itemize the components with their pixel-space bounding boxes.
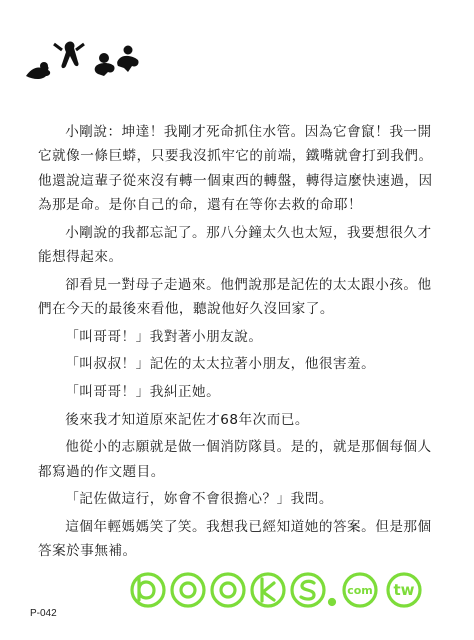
paragraph: 「叫哥哥！」我糾正她。 [65,384,221,400]
running-figures-icon [24,36,142,82]
body-text [38,120,442,567]
svg-text:com: com [347,584,373,597]
paragraph: 卻看見一對母子走過來。他們說那是記佐的太太跟小孩。他們在今天的最後來看他，聽說他好久沒回家了。 [38,276,432,318]
paragraph: 「記佐做這行，妳會不會很擔心？」我問。 [65,491,333,508]
paragraph: 後來我才知道原來記佐才68年次而已。 [65,411,309,428]
svg-text:tw: tw [393,581,415,599]
paragraph: 他從小的志願就是做一個消防隊員。是的，就是那個每個人都寫過的作文題目。 [38,439,432,480]
watermark [126,560,426,618]
paragraph: 這個年輕媽媽笑了笑。我想我已經知道她的答案。但是那個答案於事無補。 [38,518,432,560]
paragraph: 小剛說：坤達！我剛才死命抓住水管。因為它會竄！我一開它就像一條巨蟒，只要我沒抓牢它的前端，鐵嘴就會打到我們。他還說這輩子從來沒有轉一個東西的轉盤，轉得這麼快速過，因為那是命。是你自己的命，還有在等你去救的命耶！ [38,124,433,214]
paragraph: 小剛說的我都忘記了。那八分鐘太久也太短，我要想很久才能想得起來。 [38,224,432,266]
paragraph: 「叫叔叔！」記佐的太太拉著小朋友，他很害羞。 [65,356,376,373]
books-watermark-logo [126,560,426,618]
paragraph: 「叫哥哥！」我對著小朋友說。 [65,328,263,345]
page-number: P-042 [30,608,57,619]
